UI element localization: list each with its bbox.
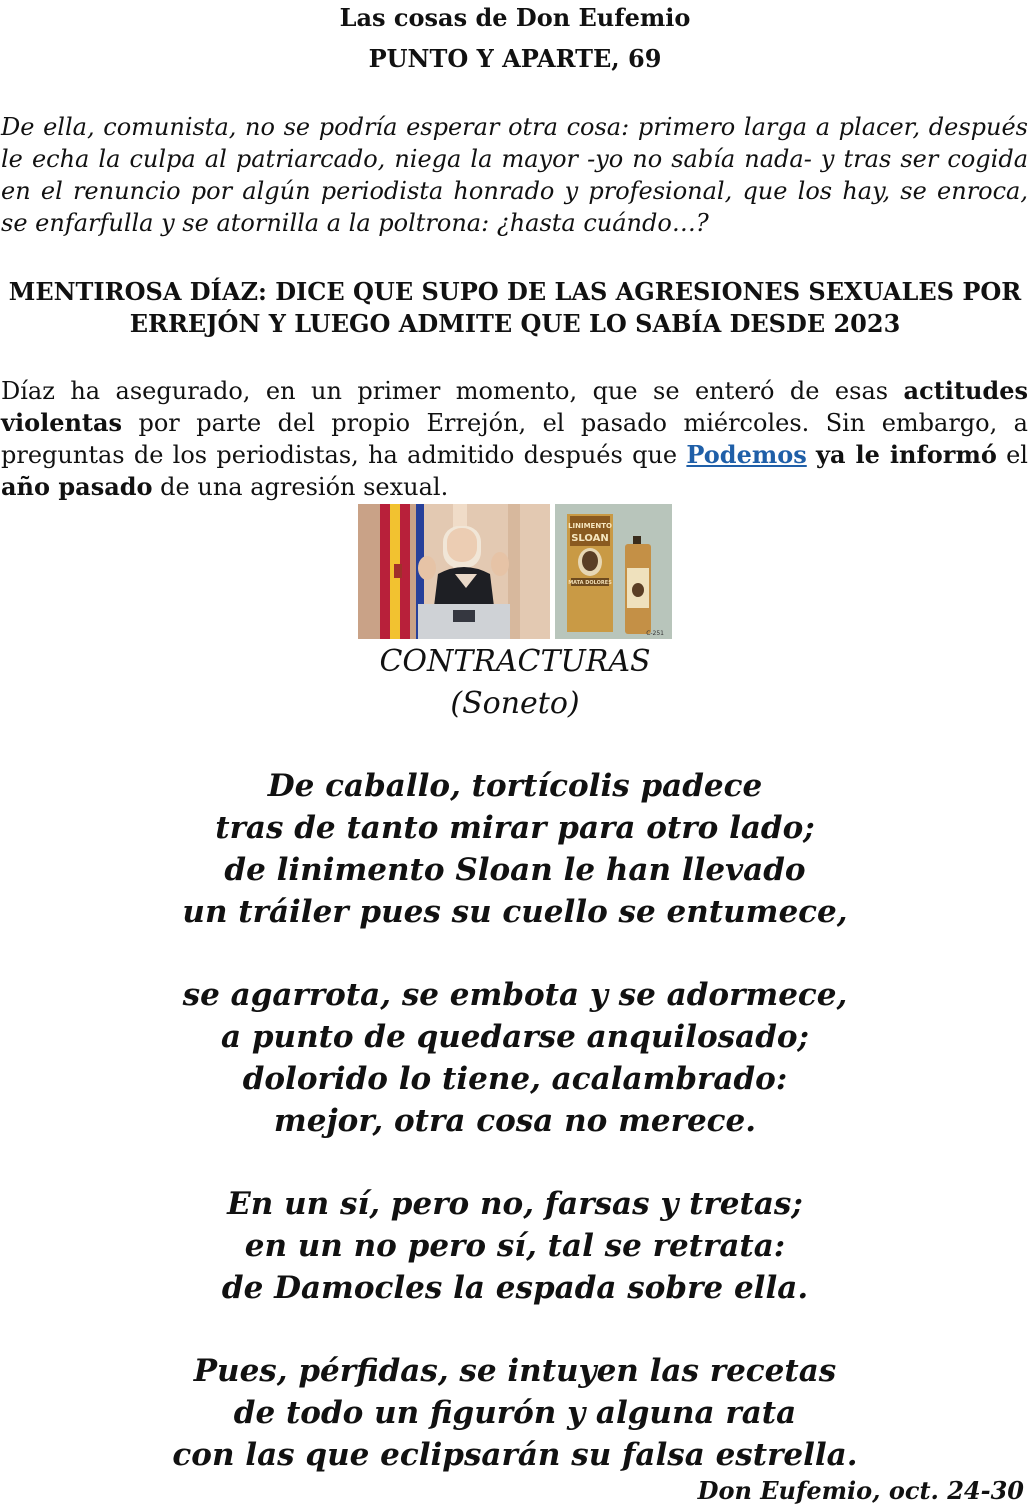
liniment-bottle-photo [555,504,672,639]
poem-stanza-2 [0,974,1030,1142]
article-text: de una agresión sexual. [152,473,449,501]
series-title: Las cosas de Don Eufemio [339,3,691,32]
poem-line: Pues, pérfidas, se intuyen las recetas [193,1353,837,1389]
poem-line: de todo un figurón y alguna rata [233,1395,797,1431]
poem-line: un tráiler pues su cuello se entumece, [182,894,848,930]
article-bold-text: actitudes violentas [1,376,1028,437]
liniment-bottle-illustration [555,504,672,639]
poem-line: en un no pero sí, tal se retrata: [244,1228,786,1264]
article-text: el [996,441,1028,469]
intro-paragraph: De ella, comunista, no se podría esperar otra cosa: primero larga a placer, después le echa la culpa al patriarcado, niega la mayor -yo no sabía nada- y tras ser cogida en el renuncio por algún periodista honrado y profesional, que los hay, se enroca, se enfarfulla y se atornilla a la poltrona: ¿hasta cuándo…? [1,113,1028,237]
press-conference-illustration [358,504,550,639]
poem-line: De caballo, tortícolis padece [267,768,763,804]
press-conference-photo [358,504,550,639]
author-signature: Don Eufemio, oct. 24-30 [697,1476,1024,1505]
poem-line: mejor, otra cosa no merece. [273,1103,757,1139]
poem-line: a punto de quedarse anquilosado; [220,1019,810,1055]
photo-code: C-251 [646,630,664,637]
article-text: Díaz ha asegurado, en un primer momento, que se enteró de esas [1,377,904,405]
poem-line: de linimento Sloan le han llevado [224,852,806,888]
article-text [807,441,816,469]
poem-line: tras de tanto mirar para otro lado; [215,810,815,846]
poem-line: de Damocles la espada sobre ella. [221,1270,809,1306]
poem-line: dolorido lo tiene, acalambrado: [242,1061,788,1097]
article-paragraph [1,375,1028,503]
box-label-top: LINIMENTO [568,522,612,530]
poem-line: se agarrota, se embota y se adormece, [182,977,848,1013]
poem-stanza-4 [0,1350,1030,1476]
poem-stanza-3 [0,1183,1030,1309]
poem-line: con las que eclipsarán su falsa estrella. [172,1437,858,1473]
article-bold-text: año pasado [1,472,153,501]
issue-title: PUNTO Y APARTE, 69 [368,44,662,73]
box-label-sub: MATA DOLORES [568,580,612,586]
poem-line: En un sí, pero no, farsas y tretas; [227,1186,803,1222]
poem-subtitle: (Soneto) [450,686,580,721]
article-headline: MENTIROSA DÍAZ: DICE QUE SUPO DE LAS AGRESIONES SEXUALES POR ERREJÓN Y LUEGO ADMITE QUE LO SABÍA DESDE 2023 [8,277,1022,338]
poem-stanza-1 [0,765,1030,933]
article-text: por parte del propio Errejón, el pasado miércoles. Sin embargo, a preguntas de los periodistas, ha admitido después que [1,409,1028,469]
poem-title: CONTRACTURAS [379,644,651,679]
podemos-link[interactable]: Podemos [686,440,807,469]
article-bold-text: ya le informó [816,440,997,469]
box-label-brand: SLOAN [571,533,609,544]
